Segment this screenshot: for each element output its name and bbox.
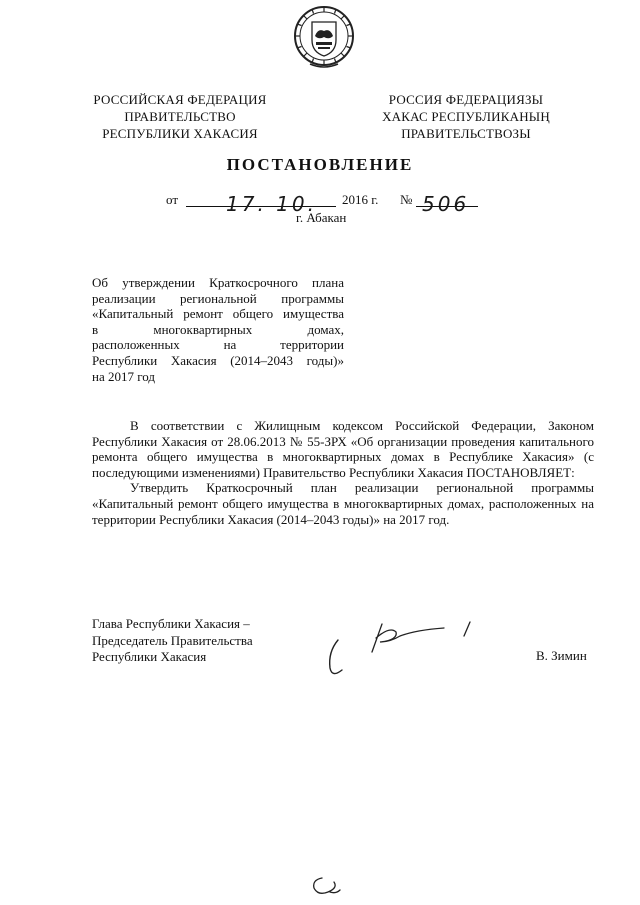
subject-line: расположенных на территории — [92, 337, 344, 353]
date-number-line — [166, 188, 486, 216]
date-prefix: от — [166, 192, 179, 207]
header-right-line: ПРАВИТЕЛЬСТВОЗЫ — [401, 126, 531, 141]
header-right-block — [356, 91, 576, 142]
date-year: 2016 г. — [342, 192, 379, 207]
subject-line: «Капитальный ремонт общего имущества — [92, 306, 344, 322]
number-sign: № — [400, 192, 413, 207]
document-title: ПОСТАНОВЛЕНИЕ — [226, 155, 414, 174]
body-paragraph-preamble: В соответствии с Жилищным кодексом Российской Федерации, Законом Республики Хакасия от 28.06.2013 № 55-ЗРХ «Об организации проведения капитального ремонта общего имущества в многоквартирных домах в Республике Хакасия» (с последующими изменениями) Правительство Республики Хакасия ПОСТАНОВЛЯЕТ: — [92, 418, 594, 480]
subject-line: на 2017 год — [92, 368, 155, 384]
signatory-title-line: Председатель Правительства — [92, 632, 253, 648]
header-left-line: РОССИЙСКАЯ ФЕДЕРАЦИЯ — [93, 92, 267, 107]
subject-line: Республики Хакасия (2014–2043 годы)» — [92, 352, 344, 368]
scribble-mark — [308, 872, 344, 898]
document-subject — [92, 275, 344, 384]
coat-of-arms-icon — [292, 4, 356, 72]
handwritten-signature — [320, 612, 490, 682]
subject-line: реализации региональной программы — [92, 290, 344, 306]
signatory-title — [92, 616, 292, 666]
handwritten-number: 506 — [422, 192, 470, 216]
subject-line: в многоквартирных домах, — [92, 321, 344, 337]
header-right-line: ХАКАС РЕСПУБЛИКАНЫҢ — [382, 109, 550, 124]
document-body — [92, 418, 594, 527]
subject-line: Об утверждении Краткосрочного плана — [92, 275, 344, 290]
handwritten-date: 17. 10. — [226, 192, 317, 216]
signatory-title-line: Глава Республики Хакасия – — [92, 616, 250, 631]
header-left-line: ПРАВИТЕЛЬСТВО — [124, 109, 236, 124]
signatory-title-line: Республики Хакасия — [92, 649, 207, 664]
header-left-block — [80, 91, 280, 142]
body-paragraph-resolution: Утвердить Краткосрочный план реализации региональной программы «Капитальный ремонт общего имущества в многоквартирных домах, расположенных на территории Республики Хакасия (2014–2043 годы)» на 2017 год. — [92, 480, 594, 527]
header-right-line: РОССИЯ ФЕДЕРАЦИЯЗЫ — [388, 92, 544, 107]
signer-name: В. Зимин — [536, 648, 587, 663]
city-label: г. Абакан — [296, 210, 347, 225]
header-left-line: РЕСПУБЛИКИ ХАКАСИЯ — [102, 126, 258, 141]
